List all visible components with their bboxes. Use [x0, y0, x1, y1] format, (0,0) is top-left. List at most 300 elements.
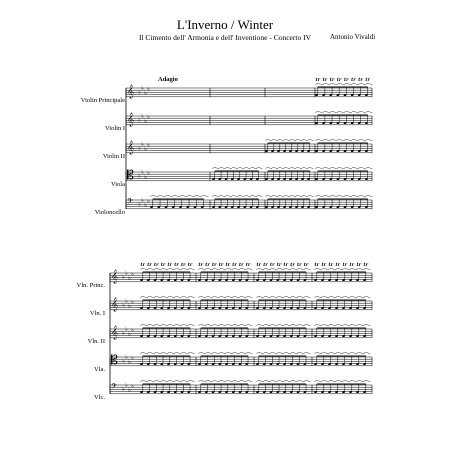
notehead	[356, 279, 359, 281]
notehead	[205, 335, 208, 337]
notehead	[328, 307, 331, 309]
notehead	[181, 279, 184, 281]
instrument-label-vlc: Vlc.	[93, 394, 105, 401]
tie-arc	[205, 325, 212, 327]
notehead	[263, 307, 266, 309]
notehead	[243, 178, 246, 180]
notehead	[349, 279, 352, 281]
tie-arc	[232, 297, 239, 299]
tie-arc	[350, 325, 357, 327]
tie-arc	[277, 325, 284, 327]
flat-icon: ♭	[131, 299, 134, 306]
tie-arc	[270, 269, 277, 271]
tie-arc	[278, 168, 284, 170]
notehead	[276, 307, 279, 309]
instrument-label-violin-principale: Violin Principale	[80, 97, 125, 104]
notehead	[303, 307, 306, 309]
notehead	[314, 307, 317, 309]
notehead	[198, 363, 201, 365]
tie-arc	[290, 168, 296, 170]
notehead	[277, 206, 280, 208]
flat-icon: ♭	[144, 202, 147, 209]
notehead	[314, 363, 317, 365]
flat-icon: ♭	[122, 358, 125, 365]
notehead	[263, 363, 266, 365]
notehead	[277, 178, 280, 180]
notehead	[328, 363, 331, 365]
tie-arc	[219, 325, 226, 327]
tie-arc	[315, 297, 322, 299]
tie-arc	[350, 381, 357, 383]
notehead	[160, 279, 163, 281]
trill-mark: tr	[322, 78, 328, 83]
notehead	[365, 122, 368, 124]
notehead	[356, 391, 359, 393]
tie-arc	[364, 269, 371, 271]
flat-icon: ♭	[128, 387, 131, 394]
flat-icon: ♭	[147, 86, 150, 93]
flat-icon: ♭	[125, 270, 128, 277]
notehead	[295, 150, 298, 152]
notehead	[301, 206, 304, 208]
notehead	[256, 335, 259, 337]
notehead	[321, 335, 324, 337]
notehead	[328, 391, 331, 393]
tie-arc	[297, 353, 304, 355]
tie-arc	[322, 381, 329, 383]
tie-arc	[337, 196, 344, 198]
notehead	[276, 391, 279, 393]
tie-arc	[205, 381, 212, 383]
notehead	[349, 307, 352, 309]
notehead	[205, 391, 208, 393]
tie-arc	[357, 381, 364, 383]
tie-arc	[329, 381, 336, 383]
tie-arc	[323, 84, 330, 86]
tie-arc	[344, 196, 351, 198]
flat-icon: ♭	[147, 114, 150, 121]
tie-arc	[350, 353, 357, 355]
notehead	[270, 391, 273, 393]
treble-clef-icon: 𝄞	[127, 84, 135, 98]
tie-arc	[174, 353, 181, 355]
trill-mark: tr	[349, 263, 354, 268]
flat-icon: ♭	[122, 274, 125, 281]
notehead	[315, 206, 318, 208]
tie-arc	[329, 353, 336, 355]
tie-arc	[219, 196, 225, 198]
alto-clef-icon: 𝄡	[111, 353, 118, 367]
tie-arc	[239, 325, 246, 327]
notehead	[165, 206, 168, 208]
tie-arc	[277, 269, 284, 271]
flat-icon: ♭	[128, 331, 131, 338]
notehead	[336, 206, 339, 208]
trill-mark: tr	[181, 263, 186, 268]
tie-arc	[231, 168, 237, 170]
tie-arc	[174, 269, 181, 271]
tie-arc	[344, 84, 351, 86]
flat-icon: ♭	[138, 117, 141, 124]
notehead	[245, 363, 248, 365]
notehead	[225, 178, 228, 180]
flat-icon: ♭	[128, 359, 131, 366]
tie-arc	[323, 112, 330, 114]
flat-icon: ♭	[147, 142, 150, 149]
notehead	[328, 279, 331, 281]
notehead	[336, 94, 339, 96]
notehead	[342, 307, 345, 309]
trill-mark: tr	[365, 78, 370, 83]
tie-arc	[290, 196, 296, 198]
tie-arc	[212, 381, 219, 383]
trill-mark: tr	[276, 263, 282, 268]
tie-arc	[284, 325, 291, 327]
trill-mark: tr	[270, 263, 275, 268]
trill-mark: tr	[218, 263, 224, 268]
tie-arc	[315, 381, 322, 383]
trill-mark: tr	[283, 263, 288, 268]
notehead	[335, 307, 338, 309]
tie-arc	[212, 269, 219, 271]
notehead	[290, 363, 293, 365]
tie-arc	[351, 112, 358, 114]
tie-arc	[212, 353, 219, 355]
notehead	[154, 279, 157, 281]
bass-clef-icon: 𝄢	[127, 198, 133, 208]
tie-arc	[350, 269, 357, 271]
notehead	[271, 178, 274, 180]
trill-mark: tr	[256, 263, 261, 268]
notehead	[263, 279, 266, 281]
trill-mark: tr	[314, 263, 319, 268]
trill-mark: tr	[147, 263, 152, 268]
composer-name: Antonio Vivaldi	[330, 33, 376, 41]
notehead	[250, 206, 253, 208]
flat-icon: ♭	[125, 298, 128, 305]
trill-mark: tr	[160, 263, 166, 268]
tie-arc	[181, 297, 188, 299]
tie-arc	[257, 297, 264, 299]
flat-icon: ♭	[144, 118, 147, 125]
tempo-marking: Adagio	[158, 76, 178, 83]
tie-arc	[165, 196, 172, 198]
tie-arc	[201, 196, 208, 198]
tie-arc	[358, 84, 365, 86]
notehead	[351, 206, 354, 208]
notehead	[358, 94, 361, 96]
tie-arc	[337, 140, 344, 142]
tie-arc	[250, 196, 256, 198]
notehead	[239, 391, 242, 393]
tie-arc	[213, 168, 219, 170]
notehead	[365, 178, 368, 180]
notehead	[194, 206, 197, 208]
tie-arc	[141, 353, 148, 355]
tie-arc	[147, 381, 154, 383]
notehead	[270, 335, 273, 337]
tie-arc	[278, 196, 284, 198]
tie-arc	[322, 353, 329, 355]
trill-mark: tr	[239, 263, 244, 268]
treble-clef-icon: 𝄞	[111, 325, 119, 339]
tie-arc	[315, 353, 322, 355]
notehead	[335, 279, 338, 281]
instrument-label-viola: Viola	[110, 181, 125, 188]
tie-arc	[277, 381, 284, 383]
notehead	[307, 178, 310, 180]
notehead	[237, 178, 240, 180]
tie-arc	[199, 269, 206, 271]
notehead	[351, 122, 354, 124]
instrument-label-vln-2: Vln. II	[87, 338, 105, 345]
flat-icon: ♭	[122, 330, 125, 337]
notehead	[290, 279, 293, 281]
flat-icon: ♭	[131, 355, 134, 362]
tie-arc	[231, 196, 237, 198]
trill-mark: tr	[187, 263, 193, 268]
notehead	[174, 391, 177, 393]
notehead	[140, 307, 143, 309]
tie-arc	[296, 140, 302, 142]
treble-clef-icon: 𝄞	[111, 269, 119, 283]
tie-arc	[154, 325, 161, 327]
flat-icon: ♭	[141, 169, 144, 176]
tie-arc	[212, 297, 219, 299]
flat-icon: ♭	[125, 382, 128, 389]
notehead	[225, 391, 228, 393]
tie-arc	[284, 140, 290, 142]
tie-arc	[232, 325, 239, 327]
notehead	[315, 122, 318, 124]
tie-arc	[256, 196, 262, 198]
tie-arc	[336, 353, 343, 355]
notehead	[232, 391, 235, 393]
tie-arc	[226, 269, 233, 271]
trill-mark: tr	[303, 263, 309, 268]
score-subtitle: Il Cimento dell' Armonia e dell' Inventione - Concerto IV	[138, 33, 312, 42]
tie-arc	[330, 84, 337, 86]
notehead	[239, 363, 242, 365]
notehead	[167, 391, 170, 393]
tie-arc	[323, 140, 330, 142]
notehead	[290, 307, 293, 309]
tie-arc	[225, 196, 231, 198]
tie-arc	[168, 269, 175, 271]
tie-arc	[336, 381, 343, 383]
tie-arc	[205, 297, 212, 299]
notehead	[187, 363, 190, 365]
notehead	[263, 335, 266, 337]
notehead	[336, 178, 339, 180]
notehead	[179, 206, 182, 208]
notehead	[198, 307, 201, 309]
tie-arc	[337, 112, 344, 114]
notehead	[237, 206, 240, 208]
notehead	[315, 150, 318, 152]
notehead	[174, 307, 177, 309]
tie-arc	[168, 297, 175, 299]
notehead	[365, 206, 368, 208]
tie-arc	[351, 140, 358, 142]
tie-arc	[337, 84, 344, 86]
notehead	[256, 307, 259, 309]
tie-arc	[180, 196, 187, 198]
notehead	[363, 363, 366, 365]
tie-arc	[358, 168, 365, 170]
notehead	[160, 307, 163, 309]
trill-mark: tr	[205, 263, 210, 268]
notehead	[174, 335, 177, 337]
notehead	[245, 391, 248, 393]
tie-arc	[323, 196, 330, 198]
notehead	[154, 363, 157, 365]
notehead	[256, 178, 259, 180]
notehead	[147, 307, 150, 309]
notehead	[303, 335, 306, 337]
notehead	[201, 206, 204, 208]
tie-arc	[330, 196, 337, 198]
notehead	[256, 279, 259, 281]
tie-arc	[161, 297, 168, 299]
notehead	[181, 307, 184, 309]
flat-icon: ♭	[141, 197, 144, 204]
notehead	[218, 391, 221, 393]
notehead	[225, 307, 228, 309]
tie-arc	[364, 325, 371, 327]
tie-arc	[284, 196, 290, 198]
trill-mark: tr	[290, 263, 295, 268]
trill-mark: tr	[263, 263, 268, 268]
tie-arc	[232, 381, 239, 383]
tie-arc	[297, 297, 304, 299]
tie-arc	[147, 297, 154, 299]
tie-arc	[322, 269, 329, 271]
notehead	[256, 206, 259, 208]
notehead	[147, 363, 150, 365]
tie-arc	[304, 353, 311, 355]
tie-arc	[213, 196, 219, 198]
tie-arc	[315, 269, 322, 271]
tie-arc	[357, 325, 364, 327]
notehead	[212, 279, 215, 281]
notehead	[154, 391, 157, 393]
tie-arc	[316, 140, 323, 142]
notehead	[232, 307, 235, 309]
tie-arc	[351, 196, 358, 198]
tie-arc	[365, 196, 372, 198]
notehead	[301, 150, 304, 152]
notehead	[140, 363, 143, 365]
trill-mark: tr	[321, 263, 326, 268]
tie-arc	[212, 325, 219, 327]
tie-arc	[238, 196, 244, 198]
notehead	[256, 363, 259, 365]
notehead	[276, 335, 279, 337]
tie-arc	[257, 325, 264, 327]
notehead	[349, 391, 352, 393]
tie-arc	[329, 297, 336, 299]
tie-arc	[239, 297, 246, 299]
tie-arc	[364, 297, 371, 299]
notehead	[336, 150, 339, 152]
tie-arc	[172, 196, 179, 198]
instrument-label-vln-princ: Vln. Princ.	[76, 282, 105, 289]
notehead	[342, 279, 345, 281]
notehead	[314, 279, 317, 281]
notehead	[181, 391, 184, 393]
tie-arc	[154, 269, 161, 271]
notehead	[239, 307, 242, 309]
flat-icon: ♭	[144, 146, 147, 153]
notehead	[218, 335, 221, 337]
tie-arc	[188, 353, 195, 355]
notehead	[212, 178, 215, 180]
treble-clef-icon: 𝄞	[111, 297, 119, 311]
tie-arc	[296, 168, 302, 170]
tie-arc	[263, 269, 270, 271]
flat-icon: ♭	[131, 327, 134, 334]
notehead	[270, 307, 273, 309]
notehead	[321, 363, 324, 365]
tie-arc	[246, 269, 253, 271]
notehead	[160, 391, 163, 393]
tie-arc	[263, 353, 270, 355]
tie-arc	[336, 269, 343, 271]
tie-arc	[147, 269, 154, 271]
notehead	[174, 279, 177, 281]
tie-arc	[257, 381, 264, 383]
tie-arc	[168, 381, 175, 383]
notehead	[363, 335, 366, 337]
tie-arc	[174, 325, 181, 327]
notehead	[250, 178, 253, 180]
tie-arc	[302, 196, 308, 198]
tie-arc	[161, 353, 168, 355]
notehead	[297, 363, 300, 365]
tie-arc	[302, 140, 308, 142]
tie-arc	[181, 353, 188, 355]
notehead	[336, 122, 339, 124]
notehead	[283, 279, 286, 281]
notehead	[283, 206, 286, 208]
tie-arc	[329, 325, 336, 327]
tie-arc	[290, 140, 296, 142]
notehead	[174, 363, 177, 365]
tie-arc	[147, 325, 154, 327]
notehead	[322, 122, 325, 124]
tie-arc	[336, 297, 343, 299]
trill-mark: tr	[356, 263, 361, 268]
notehead	[351, 94, 354, 96]
tie-arc	[344, 140, 351, 142]
notehead	[283, 363, 286, 365]
notehead	[297, 391, 300, 393]
instrument-label-vln-1: Vln. I	[89, 310, 105, 317]
tie-arc	[181, 269, 188, 271]
notehead	[290, 391, 293, 393]
tie-arc	[205, 353, 212, 355]
tie-arc	[141, 269, 148, 271]
tie-arc	[181, 325, 188, 327]
tie-arc	[154, 381, 161, 383]
instrument-label-violin-2: Violin II	[102, 153, 125, 160]
notehead	[157, 206, 160, 208]
notehead	[154, 335, 157, 337]
notehead	[231, 206, 234, 208]
flat-icon: ♭	[141, 141, 144, 148]
tie-arc	[270, 297, 277, 299]
